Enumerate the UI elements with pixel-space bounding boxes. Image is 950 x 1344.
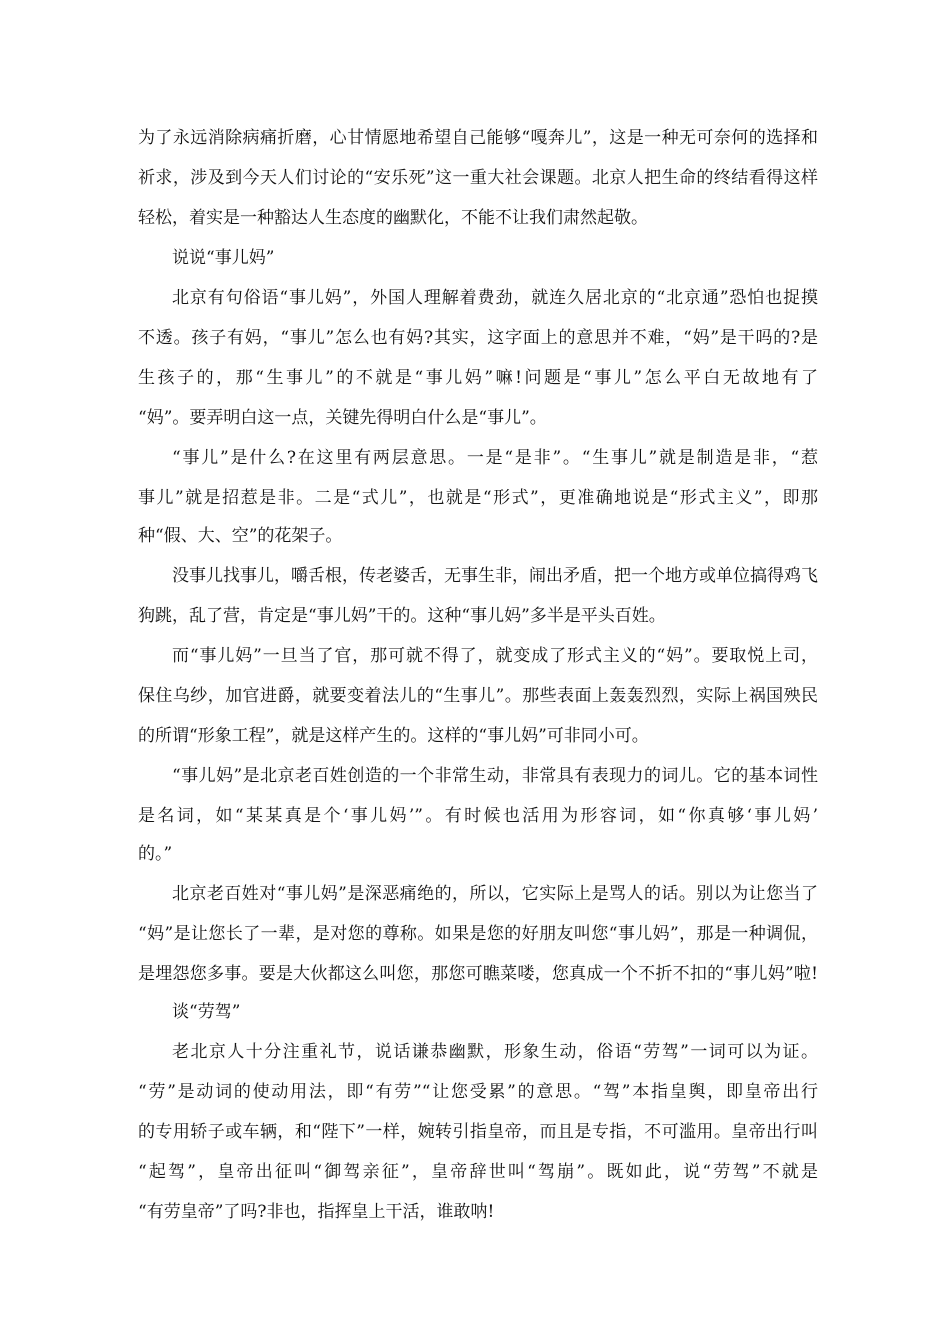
text-line: 的。” bbox=[138, 844, 173, 864]
text-line: 为了永远消除病痛折磨，心甘情愿地希望自己能够“嘎奔儿”，这是一种无可奈何的选择和 bbox=[138, 128, 818, 148]
text-line: 事儿”就是招惹是非。二是“式儿”，也就是“形式”，更准确地说是“形式主义”，即那 bbox=[138, 488, 818, 508]
text-line: “事儿”是什么?在这里有两层意思。一是“是非”。“生事儿”就是制造是非，“惹 bbox=[172, 448, 818, 468]
text-line: 而“事儿妈”一旦当了官，那可就不得了，就变成了形式主义的“妈”。要取悦上司， bbox=[172, 646, 818, 666]
text-line: 是埋怨您多事。要是大伙都这么叫您，那您可瞧菜喽，您真成一个不折不扣的“事儿妈”啦! bbox=[138, 964, 818, 984]
text-line: 轻松，着实是一种豁达人生态度的幽默化，不能不让我们肃然起敬。 bbox=[138, 208, 648, 228]
text-line: 北京老百姓对“事儿妈”是深恶痛绝的，所以，它实际上是骂人的话。别以为让您当了 bbox=[172, 884, 818, 904]
text-line: “妈”。要弄明白这一点，关键先得明白什么是“事儿”。 bbox=[138, 408, 547, 428]
text-line: 祈求，涉及到今天人们讨论的“安乐死”这一重大社会课题。北京人把生命的终结看得这样 bbox=[138, 168, 818, 188]
text-line: 老北京人十分注重礼节，说话谦恭幽默，形象生动，俗语“劳驾”一词可以为证。 bbox=[172, 1042, 818, 1062]
text-line: 的专用轿子或车辆，和“陛下”一样，婉转引指皇帝，而且是专指，不可滥用。皇帝出行叫 bbox=[138, 1122, 818, 1142]
text-line: “事儿妈”是北京老百姓创造的一个非常生动，非常具有表现力的词儿。它的基本词性 bbox=[172, 766, 818, 786]
section-heading: 谈“劳驾” bbox=[172, 1002, 241, 1022]
text-line: “有劳皇帝”了吗?非也，指挥皇上干活，谁敢呐! bbox=[138, 1202, 495, 1222]
text-line: “妈”是让您长了一辈，是对您的尊称。如果是您的好朋友叫您“事儿妈”，那是一种调侃， bbox=[138, 924, 818, 944]
text-line: 种“假、大、空”的花架子。 bbox=[138, 526, 343, 546]
text-line: “劳”是动词的使动用法，即“有劳”“让您受累”的意思。“驾”本指皇舆，即皇帝出行 bbox=[138, 1082, 818, 1102]
text-line: 生孩子的，那“生事儿”的不就是“事儿妈”嘛!问题是“事儿”怎么平白无故地有了 bbox=[138, 368, 818, 388]
section-heading: 说说“事儿妈” bbox=[172, 248, 275, 268]
text-line: “起驾”，皇帝出征叫“御驾亲征”，皇帝辞世叫“驾崩”。既如此，说“劳驾”不就是 bbox=[138, 1162, 818, 1182]
text-line: 狗跳，乱了营，肯定是“事儿妈”干的。这种“事儿妈”多半是平头百姓。 bbox=[138, 606, 666, 626]
text-line: 不透。孩子有妈，“事儿”怎么也有妈?其实，这字面上的意思并不难，“妈”是干吗的?是 bbox=[138, 328, 818, 348]
text-line: 保住乌纱，加官进爵，就要变着法儿的“生事儿”。那些表面上轰轰烈烈，实际上祸国殃民 bbox=[138, 686, 818, 706]
text-line: 北京有句俗语“事儿妈”，外国人理解着费劲，就连久居北京的“北京通”恐怕也捉摸 bbox=[172, 288, 818, 308]
text-line: 的所谓“形象工程”，就是这样产生的。这样的“事儿妈”可非同小可。 bbox=[138, 726, 649, 746]
text-line: 是名词，如“某某真是个‘事儿妈’”。有时候也活用为形容词，如“你真够‘事儿妈’ bbox=[138, 806, 818, 826]
text-line: 没事儿找事儿，嚼舌根，传老婆舌，无事生非，闹出矛盾，把一个地方或单位搞得鸡飞 bbox=[172, 566, 818, 586]
